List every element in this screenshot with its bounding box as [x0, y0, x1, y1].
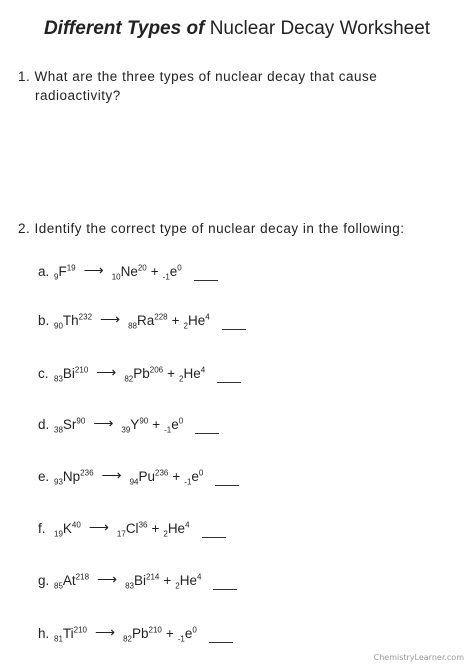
product-2-atomic-number: 2	[163, 529, 168, 539]
product-1-atomic-number: 88	[128, 321, 138, 331]
plus-sign: +	[151, 521, 160, 536]
answer-blank[interactable]	[217, 381, 241, 383]
reactant-mass-number: 210	[73, 625, 88, 635]
reactant-symbol: Np	[62, 469, 81, 484]
reaction-row	[38, 306, 246, 331]
reaction-arrow-icon: ⟶	[93, 415, 114, 431]
plus-sign: +	[163, 573, 172, 588]
title-italic: Different Types of	[43, 18, 205, 39]
answer-blank[interactable]	[202, 536, 226, 538]
product-2-symbol: e	[169, 264, 178, 279]
reaction-row	[38, 359, 241, 384]
reactant-atomic-number: 85	[54, 581, 63, 591]
product-1-mass-number: 36	[138, 520, 148, 530]
product-2-atomic-number: -1	[184, 477, 192, 487]
reactant-mass-number: 210	[74, 365, 89, 375]
reaction-label: a.	[38, 264, 50, 279]
reactant-atomic-number: 9	[54, 272, 59, 282]
product-2	[162, 263, 182, 282]
product-1-symbol: Pb	[132, 626, 149, 641]
product-2-symbol: He	[183, 366, 201, 381]
product-2-mass-number: 0	[198, 468, 204, 478]
product-1	[111, 263, 147, 282]
reactant-atomic-number: 38	[54, 425, 63, 435]
reaction-row	[38, 566, 237, 591]
product-1-mass-number: 228	[154, 312, 168, 322]
reaction-arrow-icon: ⟶	[97, 571, 118, 587]
reactant-atomic-number: 83	[54, 374, 63, 384]
product-1-atomic-number: 94	[129, 477, 139, 487]
product-2-symbol: e	[171, 417, 179, 432]
reactant-symbol: Sr	[62, 417, 77, 432]
reactant	[54, 312, 93, 331]
reactant	[54, 263, 76, 282]
title-rest: Nuclear Decay Worksheet	[209, 18, 431, 39]
product-2-atomic-number: 2	[179, 374, 184, 384]
product-2-mass-number: 0	[178, 416, 184, 426]
product-1-atomic-number: 39	[121, 425, 131, 435]
product-2-symbol: e	[191, 469, 199, 484]
product-2-atomic-number: 2	[183, 321, 188, 331]
product-2-atomic-number: -1	[162, 272, 170, 282]
reaction-row	[38, 257, 218, 282]
reactant-mass-number: 232	[78, 312, 93, 322]
product-2	[175, 572, 202, 591]
question-2	[18, 219, 404, 238]
reactant-symbol: At	[62, 573, 76, 588]
reaction-arrow-icon: ⟶	[101, 467, 122, 483]
reactant-symbol: Ti	[62, 626, 74, 641]
product-1	[128, 312, 168, 331]
question-1-number: 1.	[18, 69, 31, 84]
product-1-mass-number: 90	[139, 416, 149, 426]
plus-sign: +	[171, 313, 180, 328]
reactant-symbol: K	[62, 521, 72, 536]
product-1	[129, 468, 169, 487]
reaction-label: c.	[38, 366, 49, 381]
product-2-mass-number: 4	[185, 520, 190, 530]
question-1-text-line2: radioactivity?	[35, 88, 121, 103]
question-2-text: Identify the correct type of nuclear decay in the following:	[34, 221, 405, 236]
product-1	[121, 416, 149, 435]
reactant-atomic-number: 19	[54, 529, 63, 539]
product-2-mass-number: 4	[200, 365, 206, 375]
reaction-label: b.	[38, 313, 50, 328]
product-2-symbol: He	[179, 573, 197, 588]
reactant-mass-number: 218	[75, 572, 90, 582]
product-2-atomic-number: -1	[164, 425, 172, 435]
reaction-arrow-icon: ⟶	[96, 364, 117, 380]
product-2-mass-number: 0	[177, 263, 182, 273]
plus-sign: +	[167, 366, 176, 381]
product-1-symbol: Cl	[125, 521, 139, 536]
reactant	[54, 520, 81, 539]
reactant	[54, 416, 86, 435]
question-2-number: 2.	[18, 221, 31, 236]
product-2	[164, 416, 184, 435]
reactant-symbol: Th	[62, 313, 79, 328]
product-2-symbol: He	[167, 521, 186, 536]
product-1-symbol: Pu	[138, 469, 156, 484]
product-1-mass-number: 20	[137, 263, 147, 273]
watermark: ChemistryLearner.com	[373, 653, 464, 662]
reaction-row	[38, 619, 233, 644]
reactant-atomic-number: 81	[54, 634, 63, 644]
product-1-mass-number: 214	[146, 572, 160, 582]
product-2-symbol: e	[184, 626, 193, 641]
reactant	[54, 572, 90, 591]
plus-sign: +	[152, 417, 161, 432]
product-1-symbol: Pb	[133, 366, 150, 381]
plus-sign: +	[165, 626, 174, 641]
plus-sign: +	[150, 264, 159, 279]
product-2-symbol: He	[187, 313, 206, 328]
product-2	[179, 365, 206, 384]
reactant	[54, 625, 88, 644]
reactant-mass-number: 236	[80, 468, 94, 478]
product-1-atomic-number: 82	[124, 374, 134, 384]
product-1-symbol: Bi	[134, 573, 147, 588]
product-2	[177, 625, 197, 644]
reaction-label: e.	[38, 469, 50, 484]
product-1-atomic-number: 17	[116, 529, 126, 539]
reactant	[54, 365, 89, 384]
reaction-arrow-icon: ⟶	[95, 624, 116, 640]
reaction-label: h.	[38, 626, 50, 641]
reaction-label: f.	[38, 521, 46, 536]
product-1-atomic-number: 10	[111, 272, 121, 282]
product-1-symbol: Y	[130, 417, 140, 432]
product-1-mass-number: 210	[148, 625, 162, 635]
product-1	[125, 572, 160, 591]
product-2-mass-number: 4	[205, 312, 210, 322]
product-2	[183, 312, 210, 331]
product-1-mass-number: 206	[149, 365, 164, 375]
product-1	[116, 520, 148, 539]
answer-blank[interactable]	[209, 641, 233, 643]
product-2-atomic-number: 2	[175, 581, 180, 591]
product-1-atomic-number: 83	[125, 581, 135, 591]
reactant-atomic-number: 93	[54, 477, 63, 487]
reaction-label: g.	[38, 573, 50, 588]
product-2-atomic-number: -1	[177, 634, 185, 644]
reaction-row	[38, 410, 219, 435]
product-1	[123, 625, 162, 644]
answer-blank[interactable]	[215, 484, 239, 486]
product-1-mass-number: 236	[155, 468, 169, 478]
product-1-atomic-number: 82	[123, 634, 132, 644]
answer-blank[interactable]	[195, 432, 219, 434]
reaction-arrow-icon: ⟶	[100, 311, 121, 327]
product-2	[184, 468, 204, 487]
reaction-arrow-icon: ⟶	[88, 519, 109, 535]
reaction-row	[38, 514, 226, 539]
question-1-text-line1: What are the three types of nuclear decay that cause	[34, 69, 378, 84]
reactant-symbol: Bi	[62, 366, 75, 381]
plus-sign: +	[172, 469, 181, 484]
answer-blank[interactable]	[194, 279, 218, 281]
reaction-label: d.	[38, 417, 50, 432]
reaction-arrow-icon: ⟶	[83, 262, 104, 278]
product-2-mass-number: 4	[197, 572, 202, 582]
product-2-mass-number: 0	[192, 625, 197, 635]
worksheet-title	[0, 18, 474, 40]
reaction-row	[38, 462, 239, 487]
reactant-mass-number: 40	[71, 520, 81, 530]
answer-blank[interactable]	[213, 588, 237, 590]
product-2	[163, 520, 190, 539]
question-1	[18, 67, 377, 105]
answer-blank[interactable]	[222, 328, 246, 330]
reactant-atomic-number: 90	[54, 321, 63, 331]
product-1-symbol: Ne	[120, 264, 138, 279]
reactant-symbol: F	[58, 264, 67, 279]
product-1-symbol: Ra	[137, 313, 155, 328]
reactant	[54, 468, 94, 487]
reactant-mass-number: 90	[76, 416, 86, 426]
product-1	[124, 365, 164, 384]
reactant-mass-number: 19	[66, 263, 76, 273]
